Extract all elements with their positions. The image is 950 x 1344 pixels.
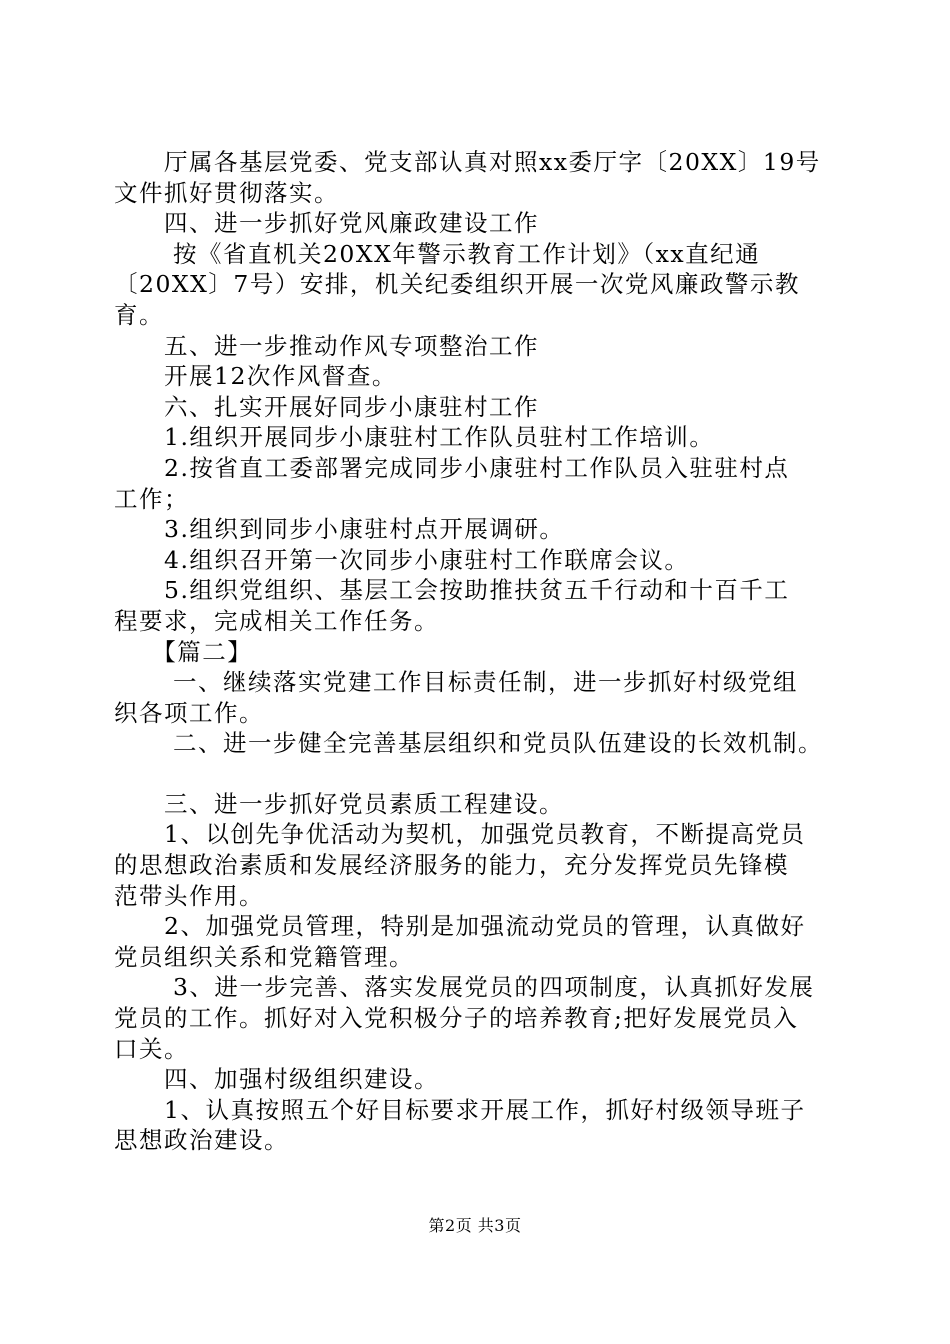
body-line: 范带头作用。	[114, 881, 264, 910]
body-line: 〔20XX〕7号）安排，机关纪委组织开展一次党风廉政警示教	[114, 270, 800, 299]
section-heading: 一、继续落实党建工作目标责任制，进一步抓好村级党组	[114, 668, 798, 697]
list-item: 3、进一步完善、落实发展党员的四项制度，认真抓好发展	[114, 973, 815, 1002]
list-item: 2.按省直工委部署完成同步小康驻村工作队员入驻驻村点	[114, 453, 790, 482]
body-line: 思想政治建设。	[114, 1126, 289, 1155]
body-line: 口关。	[114, 1034, 189, 1063]
body-line: 育。	[114, 300, 164, 329]
body-line: 的思想政治素质和发展经济服务的能力，充分发挥党员先锋模	[114, 851, 789, 880]
list-item: 1、以创先争优活动为契机，加强党员教育，不断提高党员	[114, 820, 806, 849]
body-line: 党员的工作。抓好对入党积极分子的培养教育;把好发展党员入	[114, 1004, 799, 1033]
body-line: 程要求，完成相关工作任务。	[114, 606, 439, 635]
list-item: 4.组织召开第一次同步小康驻村工作联席会议。	[114, 545, 690, 574]
list-item: 5.组织党组织、基层工会按助推扶贫五千行动和十百千工	[114, 576, 790, 605]
document-body	[114, 147, 844, 1156]
section-heading: 六、扎实开展好同步小康驻村工作	[114, 392, 539, 421]
section-heading: 三、进一步抓好党员素质工程建设。	[114, 789, 564, 818]
page-footer	[0, 1216, 950, 1236]
blank-line	[114, 759, 844, 789]
body-line: 开展12次作风督查。	[114, 362, 397, 391]
body-line: 文件抓好贯彻落实。	[114, 178, 339, 207]
page-number: 第2页 共3页	[428, 1216, 522, 1235]
list-item: 1、认真按照五个好目标要求开展工作，抓好村级领导班子	[114, 1095, 806, 1124]
list-item: 1.组织开展同步小康驻村工作队员驻村工作培训。	[114, 423, 715, 452]
body-line: 织各项工作。	[114, 698, 264, 727]
body-line: 厅属各基层党委、党支部认真对照xx委厅字〔20XX〕19号	[114, 148, 821, 176]
section-heading: 二、进一步健全完善基层组织和党员队伍建设的长效机制。	[114, 729, 823, 758]
section-heading: 四、进一步抓好党风廉政建设工作	[114, 209, 539, 238]
body-line: 党员组织关系和党籍管理。	[114, 942, 414, 971]
section-heading: 五、进一步推动作风专项整治工作	[114, 331, 539, 360]
part-heading: 【篇二】	[114, 637, 253, 666]
list-item: 3.组织到同步小康驻村点开展调研。	[114, 515, 565, 544]
body-line: 按《省直机关20XX年警示教育工作计划》（xx直纪通	[114, 239, 761, 268]
body-line: 工作；	[114, 484, 189, 513]
section-heading: 四、加强村级组织建设。	[114, 1065, 439, 1094]
list-item: 2、加强党员管理，特别是加强流动党员的管理，认真做好	[114, 912, 806, 941]
